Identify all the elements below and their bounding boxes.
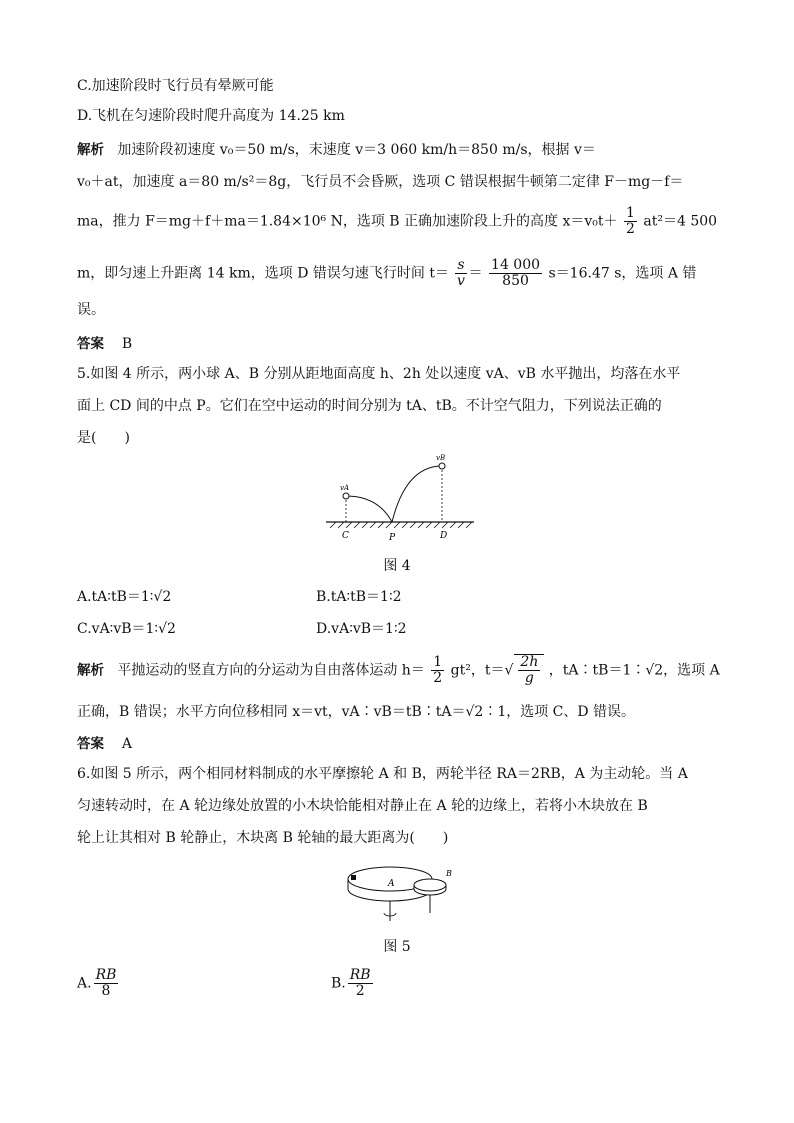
analysis-label: 解析 (77, 142, 104, 158)
answer-5-value: A (121, 736, 132, 752)
answer-4 (77, 334, 132, 354)
figure-5-label-b: B (446, 869, 452, 878)
figure-4-label-d: D (440, 531, 448, 541)
figure-4-label-vb: vB (436, 454, 446, 462)
analysis-4-text-4a: m，即匀速上升距离 14 km，选项 D 错误匀速飞行时间 t＝ (77, 265, 449, 282)
option-5d: D.vA∶vB＝1∶2 (316, 621, 407, 637)
option-d-line: D.飞机在匀速阶段时爬升高度为 14.25 km (77, 108, 345, 124)
figure-4-diagram (320, 452, 480, 544)
answer-label: 答案 (77, 736, 104, 752)
figure-4-label-c: C (342, 531, 349, 541)
question-5-line-1: 5.如图 4 所示，两小球 A、B 分别从距地面高度 h、2h 处以速度 vA、vB 水平抛出，均落在水平 (77, 366, 681, 382)
analysis-4-text-4b: s＝16.47 s，选项 A 错 (548, 265, 697, 282)
answer-4-value: B (121, 336, 133, 352)
analysis-4-line-4: m，即匀速上升距离 14 km，选项 D 错误匀速飞行时间 t＝ $\frac{s}{v}$ ＝ $\frac{14 000}{850}$ s＝16.47 s，选项 A 错 (77, 257, 697, 289)
option-6a: A. $\frac{RB}{8}$ (77, 967, 117, 999)
analysis-4-text-1: 加速阶段初速度 v₀＝50 m/s，末速度 v＝3 060 km/h＝850 m/s，根据 v＝ (117, 142, 596, 158)
analysis-5-text-1c: ，tA∶tB＝1∶√2，选项 A (548, 662, 720, 679)
figure-4-caption: 图 4 (383, 558, 411, 574)
analysis-5-text-1b: gt²，t＝ (450, 662, 505, 679)
option-5a: A.tA∶tB＝1∶√2 (77, 589, 172, 605)
figure-5-caption: 图 5 (383, 939, 411, 955)
figure-5-label-a: A (388, 879, 395, 889)
figure-5-diagram (340, 855, 460, 925)
analysis-label: 解析 (77, 662, 104, 679)
analysis-4-line-5: 误。 (77, 302, 105, 318)
analysis-4-text-3b: at²＝4 500 (643, 213, 718, 230)
option-5b: B.tA∶tB＝1∶2 (316, 589, 402, 605)
analysis-4-line-1 (77, 140, 596, 160)
figure-4-label-p: P (389, 533, 396, 543)
fraction-one-half: $\frac{1}{2}$ (626, 205, 635, 237)
fraction-one-half: $\frac{1}{2}$ (433, 654, 443, 686)
question-5-line-3: 是( ) (77, 430, 130, 446)
analysis-5-line-2: 正确，B 错误；水平方向位移相同 x＝vt，vA∶vB＝tB∶tA＝√2∶1，选项 C、D 错误。 (77, 704, 636, 720)
question-6-line-3: 轮上让其相对 B 轮静止，木块离 B 轮轴的最大距离为( ) (77, 830, 449, 846)
fraction-time: $\frac{14 000}{850}$ (491, 257, 541, 289)
option-c-line: C.加速阶段时飞行员有晕厥可能 (77, 78, 274, 94)
figure-4-label-va: vA (340, 484, 350, 492)
answer-label: 答案 (77, 336, 104, 352)
fraction-s-over-v: $\frac{s}{v}$ (457, 257, 465, 289)
option-6b: B. $\frac{RB}{2}$ (331, 967, 371, 999)
analysis-5-text-1a: 平抛运动的竖直方向的分运动为自由落体运动 h＝ (117, 662, 425, 679)
analysis-4-line-3 (77, 206, 717, 237)
analysis-4-line-2: v₀＋at，加速度 a＝80 m/s²＝8g，飞行员不会昏厥，选项 C 错误根据牛顿第二定律 F－mg－f＝ (77, 174, 684, 190)
option-5c: C.vA∶vB＝1∶√2 (77, 621, 176, 637)
question-5-line-2: 面上 CD 间的中点 P。它们在空中运动的时间分别为 tA、tB。不计空气阻力，下列说法正确的 (77, 398, 662, 414)
fraction-sqrt-2h-g: $\frac{2h}{g}$ (520, 654, 539, 686)
question-6-line-2: 匀速转动时，在 A 轮边缘处放置的小木块恰能相对静止在 A 轮的边缘上，若将小木块放在 B (77, 798, 648, 814)
analysis-4-text-3a: ma，推力 F＝mg＋f＋ma＝1.84×10⁶ N，选项 B 正确加速阶段上升的高度 x＝v₀t＋ (77, 213, 618, 230)
analysis-5-line-1: 解析 平抛运动的竖直方向的分运动为自由落体运动 h＝ $\frac{1}{2}$ gt²，t＝√ $\frac{2h}{g}$ ，tA∶tB＝1∶√2，选项 A (77, 654, 720, 686)
answer-5 (77, 734, 132, 754)
question-6-line-1: 6.如图 5 所示，两个相同材料制成的水平摩擦轮 A 和 B，两轮半径 RA＝2RB，A 为主动轮。当 A (77, 766, 688, 782)
